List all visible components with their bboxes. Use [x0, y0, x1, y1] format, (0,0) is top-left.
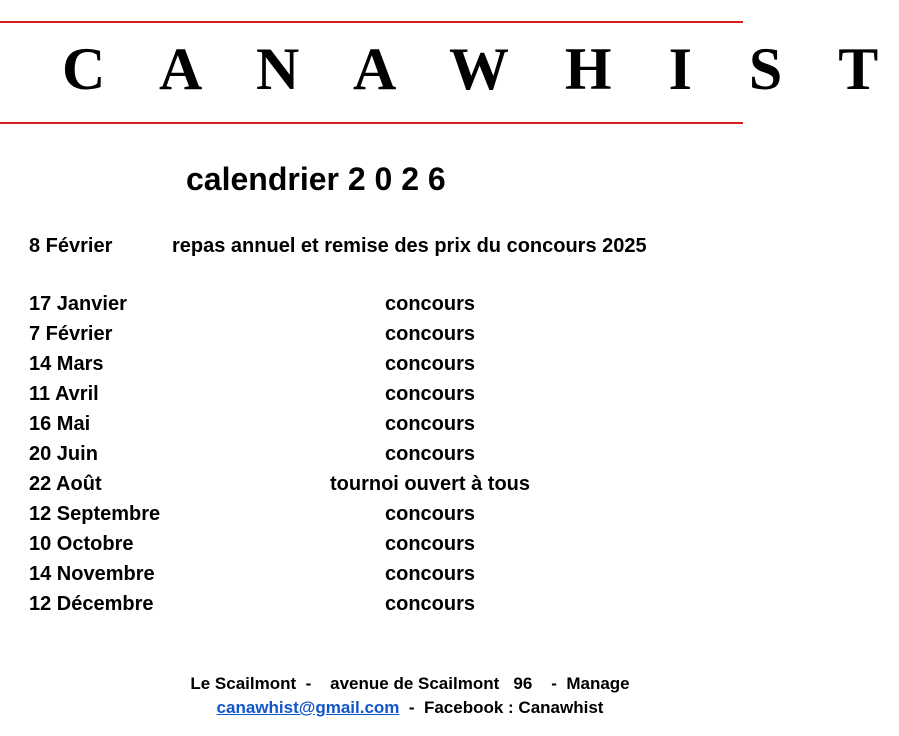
- highlight-event-date: 8 Février: [29, 235, 113, 257]
- event-type: concours: [384, 413, 476, 435]
- event-date: 14 Novembre: [29, 563, 155, 585]
- event-type: concours: [384, 383, 476, 405]
- event-row: [0, 382, 743, 412]
- brand-title: C A N A W H I S T: [62, 36, 899, 102]
- email-link[interactable]: canawhist@gmail.com: [216, 698, 400, 717]
- event-row: [0, 502, 743, 532]
- event-list: [0, 292, 743, 622]
- event-date: 12 Septembre: [29, 503, 161, 525]
- highlight-event: [0, 234, 743, 258]
- event-type: concours: [384, 353, 476, 375]
- event-row: [0, 412, 743, 442]
- footer-contact: [0, 698, 820, 718]
- event-row: [0, 532, 743, 562]
- calendar-title: calendrier 2 0 2 6: [186, 161, 446, 197]
- event-row: [0, 352, 743, 382]
- footer-address: Le Scailmont - avenue de Scailmont 96 - Manage: [190, 674, 630, 693]
- event-date: 17 Janvier: [29, 293, 127, 315]
- event-type: concours: [384, 443, 476, 465]
- event-row: [0, 292, 743, 322]
- event-date: 14 Mars: [29, 353, 104, 375]
- event-row: [0, 322, 743, 352]
- facebook-label: Facebook : Canawhist: [423, 698, 604, 717]
- event-date: 16 Mai: [29, 413, 91, 435]
- event-row: [0, 592, 743, 622]
- event-type: concours: [384, 323, 476, 345]
- footer-separator: -: [399, 698, 424, 717]
- event-row: [0, 562, 743, 592]
- event-date: 20 Juin: [29, 443, 98, 465]
- event-type: concours: [384, 503, 476, 525]
- header-bottom-rule: [0, 122, 743, 124]
- event-row: [0, 442, 743, 472]
- event-date: 22 Août: [29, 473, 102, 495]
- event-date: 12 Décembre: [29, 593, 154, 615]
- event-date: 10 Octobre: [29, 533, 134, 555]
- event-type: concours: [384, 593, 476, 615]
- event-type: concours: [384, 533, 476, 555]
- event-date: 7 Février: [29, 323, 113, 345]
- event-type: tournoi ouvert à tous: [330, 473, 530, 495]
- header-top-rule: [0, 21, 743, 23]
- event-type: concours: [384, 293, 476, 315]
- event-type: concours: [384, 563, 476, 585]
- highlight-event-description: repas annuel et remise des prix du concours 2025: [172, 235, 647, 257]
- event-date: 11 Avril: [29, 383, 99, 405]
- event-row: [0, 472, 743, 502]
